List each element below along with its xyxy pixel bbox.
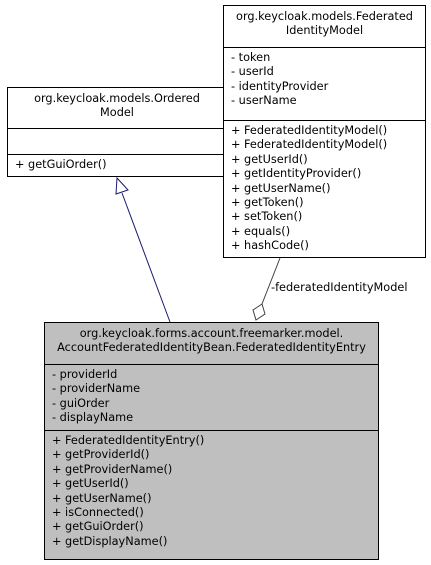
- inheritance-arrowhead: [116, 178, 128, 194]
- title-line: org.keycloak.models.Ordered: [34, 92, 200, 105]
- ordered-model-title: [8, 88, 226, 128]
- federated-identity-model-operations: [224, 120, 425, 257]
- federated-identity-entry-operations: [45, 430, 378, 552]
- operation: + getProviderName(): [52, 462, 173, 476]
- attribute: - token: [231, 51, 271, 64]
- attribute: - identityProvider: [231, 79, 329, 93]
- inheritance-edge: [122, 193, 170, 322]
- attribute: - providerName: [52, 382, 141, 396]
- operation: + getDisplayName(): [52, 534, 168, 548]
- ordered-model-operations: [8, 154, 226, 175]
- federated-identity-model-class: [223, 5, 426, 258]
- operation: + getProviderId(): [52, 448, 150, 462]
- association-label: -federatedIdentityModel: [271, 281, 408, 294]
- attribute: - providerId: [52, 368, 118, 381]
- operation: + hashCode(): [231, 239, 309, 253]
- attribute: - userName: [231, 94, 297, 108]
- federated-identity-model-title: [224, 6, 425, 47]
- operation: + getGuiOrder(): [15, 158, 107, 171]
- federated-identity-entry-title: [45, 323, 378, 364]
- federated-identity-entry-attributes: [45, 364, 378, 430]
- title-line: Model: [100, 106, 134, 120]
- ordered-model-attributes: [8, 128, 226, 154]
- title-line: AccountFederatedIdentityBean.FederatedIdentityEntry: [57, 341, 366, 355]
- operation: + getUserId(): [52, 477, 129, 491]
- federated-identity-model-attributes: [224, 47, 425, 120]
- operation: + getIdentityProvider(): [231, 167, 362, 181]
- ordered-model-class: [7, 87, 227, 177]
- title-line: org.keycloak.models.Federated: [236, 10, 413, 23]
- attribute: - displayName: [52, 411, 134, 425]
- operation: + FederatedIdentityModel(): [231, 138, 388, 152]
- operation: + getUserName(): [231, 181, 331, 195]
- attribute: - guiOrder: [52, 396, 110, 410]
- operation: + isConnected(): [52, 506, 144, 520]
- association-diamond: [253, 304, 265, 320]
- federated-identity-entry-class: [44, 322, 379, 560]
- title-line: org.keycloak.forms.account.freemarker.model.: [79, 327, 344, 340]
- operation: + setToken(): [231, 210, 303, 224]
- operation: + getUserId(): [231, 152, 308, 166]
- operation: + getUserName(): [52, 491, 152, 505]
- operation: + getToken(): [231, 196, 304, 210]
- operation: + getGuiOrder(): [52, 520, 144, 534]
- attribute: - userId: [231, 65, 274, 79]
- operation: + FederatedIdentityModel(): [231, 124, 388, 137]
- title-line: IdentityModel: [285, 24, 364, 38]
- operation: + equals(): [231, 224, 291, 238]
- operation: + FederatedIdentityEntry(): [52, 434, 205, 447]
